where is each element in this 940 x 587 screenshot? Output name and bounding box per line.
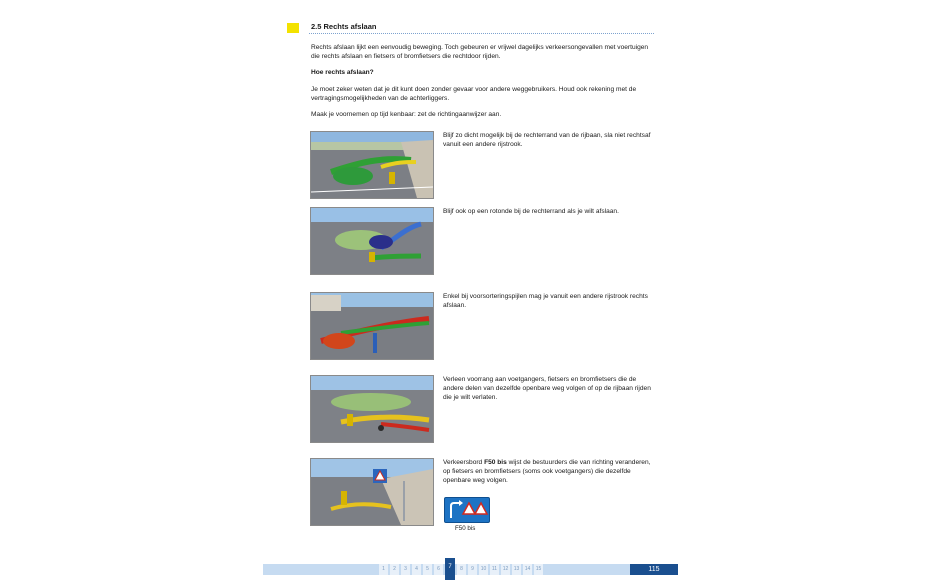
traffic-sign-f50bis [444,497,490,523]
section-divider [309,33,654,34]
chapter-tab[interactable]: 2 [390,564,399,575]
caption-1: Blijf zo dicht mogelijk bij de rechterrand van de rijbaan, sla niet rechtsaf vanuit een andere rijstrook. [443,132,651,149]
intro-paragraph: Rechts afslaan lijkt een eenvoudig beweging. Toch gebeuren er vrijwel dagelijks verkeersongevallen met voertuigen die rechts afslaan en fietsers of bromfietsers die rechtdoor rijden. [311,44,649,61]
chapter-tab[interactable]: 9 [468,564,477,575]
chapter-tab[interactable]: 11 [490,564,499,575]
chapter-tab[interactable]: 10 [479,564,488,575]
subheading: Hoe rechts afslaan? [311,69,374,76]
caption-3: Enkel bij voorsorteringspijlen mag je vanuit een andere rijstrook rechts afslaan. [443,293,648,310]
caption-5-sign-code: F50 bis [484,459,507,466]
illustration-yield-cyclists [310,375,434,443]
illustration-roundabout [310,207,434,275]
chapter-tab[interactable]: 4 [412,564,421,575]
chapter-tabs [379,564,543,575]
illustration-lane-arrows [310,292,434,360]
sign-label: F50 bis [455,525,476,532]
caption-5 [443,458,655,486]
paragraph-2: Maak je voornemen op tijd kenbaar: zet de richtingaanwijzer aan. [311,111,502,118]
chapter-tab[interactable]: 8 [457,564,466,575]
section-marker [287,23,299,33]
caption-4: Verleen voorrang aan voetgangers, fietsers en bromfietsers die de andere delen van dezelfde openbare weg volgen of op de rijbaan rijden die je wilt verlaten. [443,376,651,402]
paragraph-1: Je moet zeker weten dat je dit kunt doen zonder gevaar voor andere weggebruikers. Houd ook rekening met de vertragingsmogelijkheden van de achterliggers. [311,86,637,103]
chapter-tab[interactable]: 6 [434,564,443,575]
chapter-tab[interactable]: 15 [534,564,543,575]
caption-2: Blijf ook op een rotonde bij de rechterrand als je wilt afslaan. [443,208,619,215]
chapter-tab[interactable]: 13 [512,564,521,575]
illustration-sign-f50bis [310,458,434,526]
chapter-tab[interactable]: 12 [501,564,510,575]
page-number: 115 [648,566,660,573]
section-title: 2.5 Rechts afslaan [311,22,377,31]
chapter-tab-active[interactable]: 7 [445,558,455,580]
chapter-tab[interactable]: 14 [523,564,532,575]
chapter-tab[interactable]: 5 [423,564,432,575]
caption-5-post: wijst de bestuurders die van richting veranderen, op fietsers en bromfietsers (soms ook voetgangers) die dezelfde openbare weg volgen. [443,459,651,485]
chapter-tab[interactable]: 1 [379,564,388,575]
chapter-tab[interactable]: 3 [401,564,410,575]
caption-5-pre: Verkeersbord [443,459,485,466]
illustration-right-turn-lane [310,131,434,199]
